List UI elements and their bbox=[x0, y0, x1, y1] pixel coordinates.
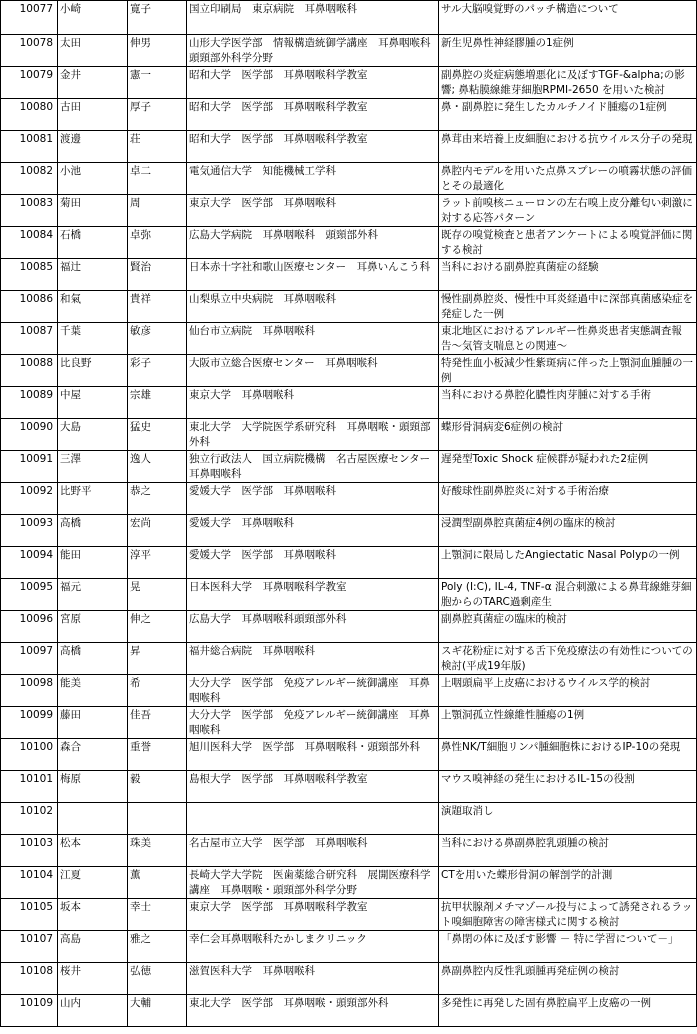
author-given-name: 毅 bbox=[128, 771, 187, 803]
table-row bbox=[1, 547, 697, 579]
author-surname: 松本 bbox=[58, 835, 128, 867]
author-affiliation: 東京大学 医学部 耳鼻咽喉科 bbox=[187, 195, 439, 227]
abstract-title: 慢性副鼻腔炎、慢性中耳炎経過中に深部真菌感染症を発症した一例 bbox=[439, 291, 697, 323]
abstract-title: スギ花粉症に対する舌下免疫療法の有効性についての検討(平成19年版) bbox=[439, 643, 697, 675]
table-row bbox=[1, 419, 697, 451]
abstract-number: 10099 bbox=[1, 707, 58, 739]
author-affiliation: 日本赤十字社和歌山医療センター 耳鼻いんこう科 bbox=[187, 259, 439, 291]
author-given-name: 伸男 bbox=[128, 35, 187, 67]
author-given-name: 荘 bbox=[128, 131, 187, 163]
author-given-name: 恭之 bbox=[128, 483, 187, 515]
author-given-name: 伸之 bbox=[128, 611, 187, 643]
abstract-number: 10107 bbox=[1, 931, 58, 963]
author-given-name bbox=[128, 803, 187, 835]
author-surname: 小池 bbox=[58, 163, 128, 195]
author-affiliation: 昭和大学 医学部 耳鼻咽喉科学教室 bbox=[187, 99, 439, 131]
author-given-name: 珠美 bbox=[128, 835, 187, 867]
table-row bbox=[1, 963, 697, 995]
table-row bbox=[1, 451, 697, 483]
table-row bbox=[1, 675, 697, 707]
author-given-name: 晃 bbox=[128, 579, 187, 611]
abstract-title: 鼻副鼻腔内反性乳頭腫再発症例の検討 bbox=[439, 963, 697, 995]
abstract-title: 当科における副鼻腔真菌症の経験 bbox=[439, 259, 697, 291]
author-surname: 千葉 bbox=[58, 323, 128, 355]
table-body bbox=[1, 1, 697, 1027]
author-given-name: 昇 bbox=[128, 643, 187, 675]
author-surname: 太田 bbox=[58, 35, 128, 67]
abstract-number: 10094 bbox=[1, 547, 58, 579]
author-affiliation: 愛媛大学 耳鼻咽喉科 bbox=[187, 515, 439, 547]
abstract-title: 副鼻腔の炎症病態増悪化に及ぼすTGF-&alpha;の影響; 鼻粘膜線維芽細胞RPMI-2650 を用いた検討 bbox=[439, 67, 697, 99]
author-given-name: 佳吾 bbox=[128, 707, 187, 739]
author-given-name: 宏尚 bbox=[128, 515, 187, 547]
author-surname: 森合 bbox=[58, 739, 128, 771]
abstract-number: 10086 bbox=[1, 291, 58, 323]
author-surname: 高島 bbox=[58, 931, 128, 963]
author-given-name: 彩子 bbox=[128, 355, 187, 387]
author-affiliation: 広島大学 耳鼻咽喉科頭頸部外科 bbox=[187, 611, 439, 643]
table-row bbox=[1, 291, 697, 323]
table-row bbox=[1, 387, 697, 419]
table-row bbox=[1, 483, 697, 515]
abstract-number: 10103 bbox=[1, 835, 58, 867]
author-given-name: 宗雄 bbox=[128, 387, 187, 419]
author-given-name: 憲一 bbox=[128, 67, 187, 99]
author-given-name: 希 bbox=[128, 675, 187, 707]
author-given-name: 貴祥 bbox=[128, 291, 187, 323]
abstract-number: 10095 bbox=[1, 579, 58, 611]
table-row bbox=[1, 643, 697, 675]
author-surname: 福元 bbox=[58, 579, 128, 611]
abstract-number: 10078 bbox=[1, 35, 58, 67]
table-row bbox=[1, 611, 697, 643]
author-surname: 高橋 bbox=[58, 515, 128, 547]
author-given-name: 周 bbox=[128, 195, 187, 227]
author-given-name: 敏彦 bbox=[128, 323, 187, 355]
abstract-title: 「鼻閉の体に及ぼす影響 － 特に学習について－」 bbox=[439, 931, 697, 963]
author-given-name: 猛史 bbox=[128, 419, 187, 451]
author-surname: 渡邊 bbox=[58, 131, 128, 163]
abstract-number: 10097 bbox=[1, 643, 58, 675]
table-row bbox=[1, 99, 697, 131]
author-affiliation: 福井総合病院 耳鼻咽喉科 bbox=[187, 643, 439, 675]
abstract-title: 多発性に再発した固有鼻腔扁平上皮癌の一例 bbox=[439, 995, 697, 1027]
abstract-title: 上顎洞孤立性線維性腫瘍の1例 bbox=[439, 707, 697, 739]
author-affiliation: 山形大学医学部 情報構造統御学講座 耳鼻咽喉科頭頸部外科学分野 bbox=[187, 35, 439, 67]
table-row bbox=[1, 899, 697, 931]
abstract-title: 鼻腔内モデルを用いた点鼻スプレーの噴霧状態の評価とその最適化 bbox=[439, 163, 697, 195]
abstract-title: 当科における鼻副鼻腔乳頭腫の検討 bbox=[439, 835, 697, 867]
abstract-title: マウス嗅神経の発生におけるIL-15の役割 bbox=[439, 771, 697, 803]
abstract-title: 特発性血小板減少性紫斑病に伴った上顎洞血腫腫の一例 bbox=[439, 355, 697, 387]
abstract-number: 10079 bbox=[1, 67, 58, 99]
table-row bbox=[1, 259, 697, 291]
author-affiliation: 大分大学 医学部 免疫アレルギー統御講座 耳鼻咽喉科 bbox=[187, 675, 439, 707]
table-row bbox=[1, 515, 697, 547]
abstract-number: 10080 bbox=[1, 99, 58, 131]
author-affiliation: 日本医科大学 耳鼻咽喉科学教室 bbox=[187, 579, 439, 611]
author-surname: 金井 bbox=[58, 67, 128, 99]
abstract-number: 10077 bbox=[1, 1, 58, 35]
author-affiliation: 愛媛大学 医学部 耳鼻咽喉科 bbox=[187, 547, 439, 579]
author-affiliation: 昭和大学 医学部 耳鼻咽喉科学教室 bbox=[187, 67, 439, 99]
abstract-number: 10092 bbox=[1, 483, 58, 515]
abstract-title: 鼻・副鼻腔に発生したカルチノイド腫瘍の1症例 bbox=[439, 99, 697, 131]
author-given-name: 寛子 bbox=[128, 1, 187, 35]
author-surname: 梅原 bbox=[58, 771, 128, 803]
author-surname: 大島 bbox=[58, 419, 128, 451]
author-surname: 三澤 bbox=[58, 451, 128, 483]
author-affiliation: 名古屋市立大学 医学部 耳鼻咽喉科 bbox=[187, 835, 439, 867]
author-given-name: 賢治 bbox=[128, 259, 187, 291]
table-row bbox=[1, 931, 697, 963]
abstract-number: 10093 bbox=[1, 515, 58, 547]
table-row bbox=[1, 163, 697, 195]
author-given-name: 厚子 bbox=[128, 99, 187, 131]
abstract-number: 10105 bbox=[1, 899, 58, 931]
abstract-title: 鼻性NK/T細胞リンパ腫細胞株におけるIP-10の発現 bbox=[439, 739, 697, 771]
abstract-title: 鼻茸由来培養上皮細胞における抗ウイルス分子の発現 bbox=[439, 131, 697, 163]
abstract-number: 10102 bbox=[1, 803, 58, 835]
author-affiliation: 滋賀医科大学 耳鼻咽喉科 bbox=[187, 963, 439, 995]
author-affiliation: 東京大学 医学部 耳鼻咽喉科学教室 bbox=[187, 899, 439, 931]
author-given-name: 薫 bbox=[128, 867, 187, 899]
table-row bbox=[1, 803, 697, 835]
author-affiliation: 幸仁会耳鼻咽喉科たかしまクリニック bbox=[187, 931, 439, 963]
author-surname: 古田 bbox=[58, 99, 128, 131]
author-surname: 桜井 bbox=[58, 963, 128, 995]
table-row bbox=[1, 995, 697, 1027]
table-row bbox=[1, 195, 697, 227]
table-row bbox=[1, 1, 697, 35]
abstract-number: 10089 bbox=[1, 387, 58, 419]
author-affiliation: 大分大学 医学部 免疫アレルギー統御講座 耳鼻咽喉科 bbox=[187, 707, 439, 739]
author-given-name: 卓弥 bbox=[128, 227, 187, 259]
abstract-title: 浸潤型副鼻腔真菌症4例の臨床的検討 bbox=[439, 515, 697, 547]
table-row bbox=[1, 35, 697, 67]
table-row bbox=[1, 355, 697, 387]
abstract-number: 10091 bbox=[1, 451, 58, 483]
author-affiliation: 旭川医科大学 医学部 耳鼻咽喉科・頭頸部外科 bbox=[187, 739, 439, 771]
table-row bbox=[1, 323, 697, 355]
author-affiliation: 東北大学 大学院医学系研究科 耳鼻咽喉・頭頸部外科 bbox=[187, 419, 439, 451]
author-surname: 宮原 bbox=[58, 611, 128, 643]
author-surname: 高橋 bbox=[58, 643, 128, 675]
abstract-number: 10084 bbox=[1, 227, 58, 259]
author-surname: 福辻 bbox=[58, 259, 128, 291]
author-affiliation: 東北大学 医学部 耳鼻咽喉・頭頸部外科 bbox=[187, 995, 439, 1027]
author-surname: 比野平 bbox=[58, 483, 128, 515]
abstract-title: 副鼻腔真菌症の臨床的検討 bbox=[439, 611, 697, 643]
abstract-number: 10100 bbox=[1, 739, 58, 771]
author-affiliation: 愛媛大学 医学部 耳鼻咽喉科 bbox=[187, 483, 439, 515]
author-surname: 藤田 bbox=[58, 707, 128, 739]
author-affiliation: 電気通信大学 知能機械工学科 bbox=[187, 163, 439, 195]
abstract-number: 10085 bbox=[1, 259, 58, 291]
author-affiliation: 昭和大学 医学部 耳鼻咽喉科学教室 bbox=[187, 131, 439, 163]
author-given-name: 弘徳 bbox=[128, 963, 187, 995]
table-row bbox=[1, 739, 697, 771]
abstract-number: 10090 bbox=[1, 419, 58, 451]
author-given-name: 淳平 bbox=[128, 547, 187, 579]
author-affiliation: 島根大学 医学部 耳鼻咽喉科学教室 bbox=[187, 771, 439, 803]
author-affiliation: 長崎大学大学院 医歯薬総合研究科 展開医療科学講座 耳鼻咽喉・頭頸部外科学分野 bbox=[187, 867, 439, 899]
abstract-title: Poly (I:C), IL-4, TNF-α 混合刺激による鼻茸線維芽細胞からのTARC過剰産生 bbox=[439, 579, 697, 611]
abstract-title: サル大脳嗅覚野のパッチ構造について bbox=[439, 1, 697, 35]
abstract-title: 既存の嗅覚検査と患者アンケートによる嗅覚評価に関する検討 bbox=[439, 227, 697, 259]
author-surname: 能田 bbox=[58, 547, 128, 579]
author-given-name: 重誉 bbox=[128, 739, 187, 771]
abstract-number: 10101 bbox=[1, 771, 58, 803]
abstract-title: 好酸球性副鼻腔炎に対する手術治療 bbox=[439, 483, 697, 515]
author-given-name: 雅之 bbox=[128, 931, 187, 963]
abstract-title: 蝶形骨洞病変6症例の検討 bbox=[439, 419, 697, 451]
table-row bbox=[1, 771, 697, 803]
table-row bbox=[1, 67, 697, 99]
author-affiliation: 東京大学 耳鼻咽喉科 bbox=[187, 387, 439, 419]
author-surname: 比良野 bbox=[58, 355, 128, 387]
author-given-name: 幸士 bbox=[128, 899, 187, 931]
author-surname: 小崎 bbox=[58, 1, 128, 35]
author-given-name: 大輔 bbox=[128, 995, 187, 1027]
author-surname: 石橋 bbox=[58, 227, 128, 259]
author-surname bbox=[58, 803, 128, 835]
author-given-name: 逸人 bbox=[128, 451, 187, 483]
abstract-title: ラット前嗅核ニューロンの左右嗅上皮分離匂い刺激に対する応答パターン bbox=[439, 195, 697, 227]
abstract-title: 上咽頭扁平上皮癌におけるウイルス学的検討 bbox=[439, 675, 697, 707]
author-surname: 能美 bbox=[58, 675, 128, 707]
author-affiliation: 国立印刷局 東京病院 耳鼻咽喉科 bbox=[187, 1, 439, 35]
abstract-title: 東北地区におけるアレルギー性鼻炎患者実態調査報告〜気管支喘息との関連〜 bbox=[439, 323, 697, 355]
abstract-number: 10083 bbox=[1, 195, 58, 227]
author-affiliation: 大阪市立総合医療センター 耳鼻咽喉科 bbox=[187, 355, 439, 387]
table-row bbox=[1, 227, 697, 259]
author-affiliation: 独立行政法人 国立病院機構 名古屋医療センター 耳鼻咽喉科 bbox=[187, 451, 439, 483]
abstract-number: 10088 bbox=[1, 355, 58, 387]
abstract-number: 10081 bbox=[1, 131, 58, 163]
abstract-title: 当科における鼻腔化膿性肉芽腫に対する手術 bbox=[439, 387, 697, 419]
abstract-number: 10098 bbox=[1, 675, 58, 707]
author-affiliation: 山梨県立中央病院 耳鼻咽喉科 bbox=[187, 291, 439, 323]
abstract-number: 10082 bbox=[1, 163, 58, 195]
author-affiliation: 広島大学病院 耳鼻咽喉科 頭頸部外科 bbox=[187, 227, 439, 259]
author-given-name: 卓二 bbox=[128, 163, 187, 195]
abstract-title: 演題取消し bbox=[439, 803, 697, 835]
table-row bbox=[1, 867, 697, 899]
abstract-number: 10104 bbox=[1, 867, 58, 899]
author-surname: 山内 bbox=[58, 995, 128, 1027]
author-affiliation: 仙台市立病院 耳鼻咽喉科 bbox=[187, 323, 439, 355]
abstract-number: 10108 bbox=[1, 963, 58, 995]
author-affiliation bbox=[187, 803, 439, 835]
abstract-number: 10087 bbox=[1, 323, 58, 355]
author-surname: 坂本 bbox=[58, 899, 128, 931]
author-surname: 菊田 bbox=[58, 195, 128, 227]
abstract-title: 抗甲状腺剤メチマゾール投与によって誘発されるラット嗅細胞障害の障害様式に関する検討 bbox=[439, 899, 697, 931]
abstract-title: 遅発型Toxic Shock 症候群が疑われた2症例 bbox=[439, 451, 697, 483]
abstract-title: 上顎洞に限局したAngiectatic Nasal Polypの一例 bbox=[439, 547, 697, 579]
author-surname: 和氣 bbox=[58, 291, 128, 323]
author-surname: 中屋 bbox=[58, 387, 128, 419]
abstract-number: 10109 bbox=[1, 995, 58, 1027]
table-row bbox=[1, 579, 697, 611]
abstract-number: 10096 bbox=[1, 611, 58, 643]
abstract-title: CTを用いた蝶形骨洞の解剖学的計測 bbox=[439, 867, 697, 899]
author-surname: 江夏 bbox=[58, 867, 128, 899]
table-row bbox=[1, 707, 697, 739]
table-row bbox=[1, 131, 697, 163]
abstract-title: 新生児鼻性神経膠腫の1症例 bbox=[439, 35, 697, 67]
table-row bbox=[1, 835, 697, 867]
